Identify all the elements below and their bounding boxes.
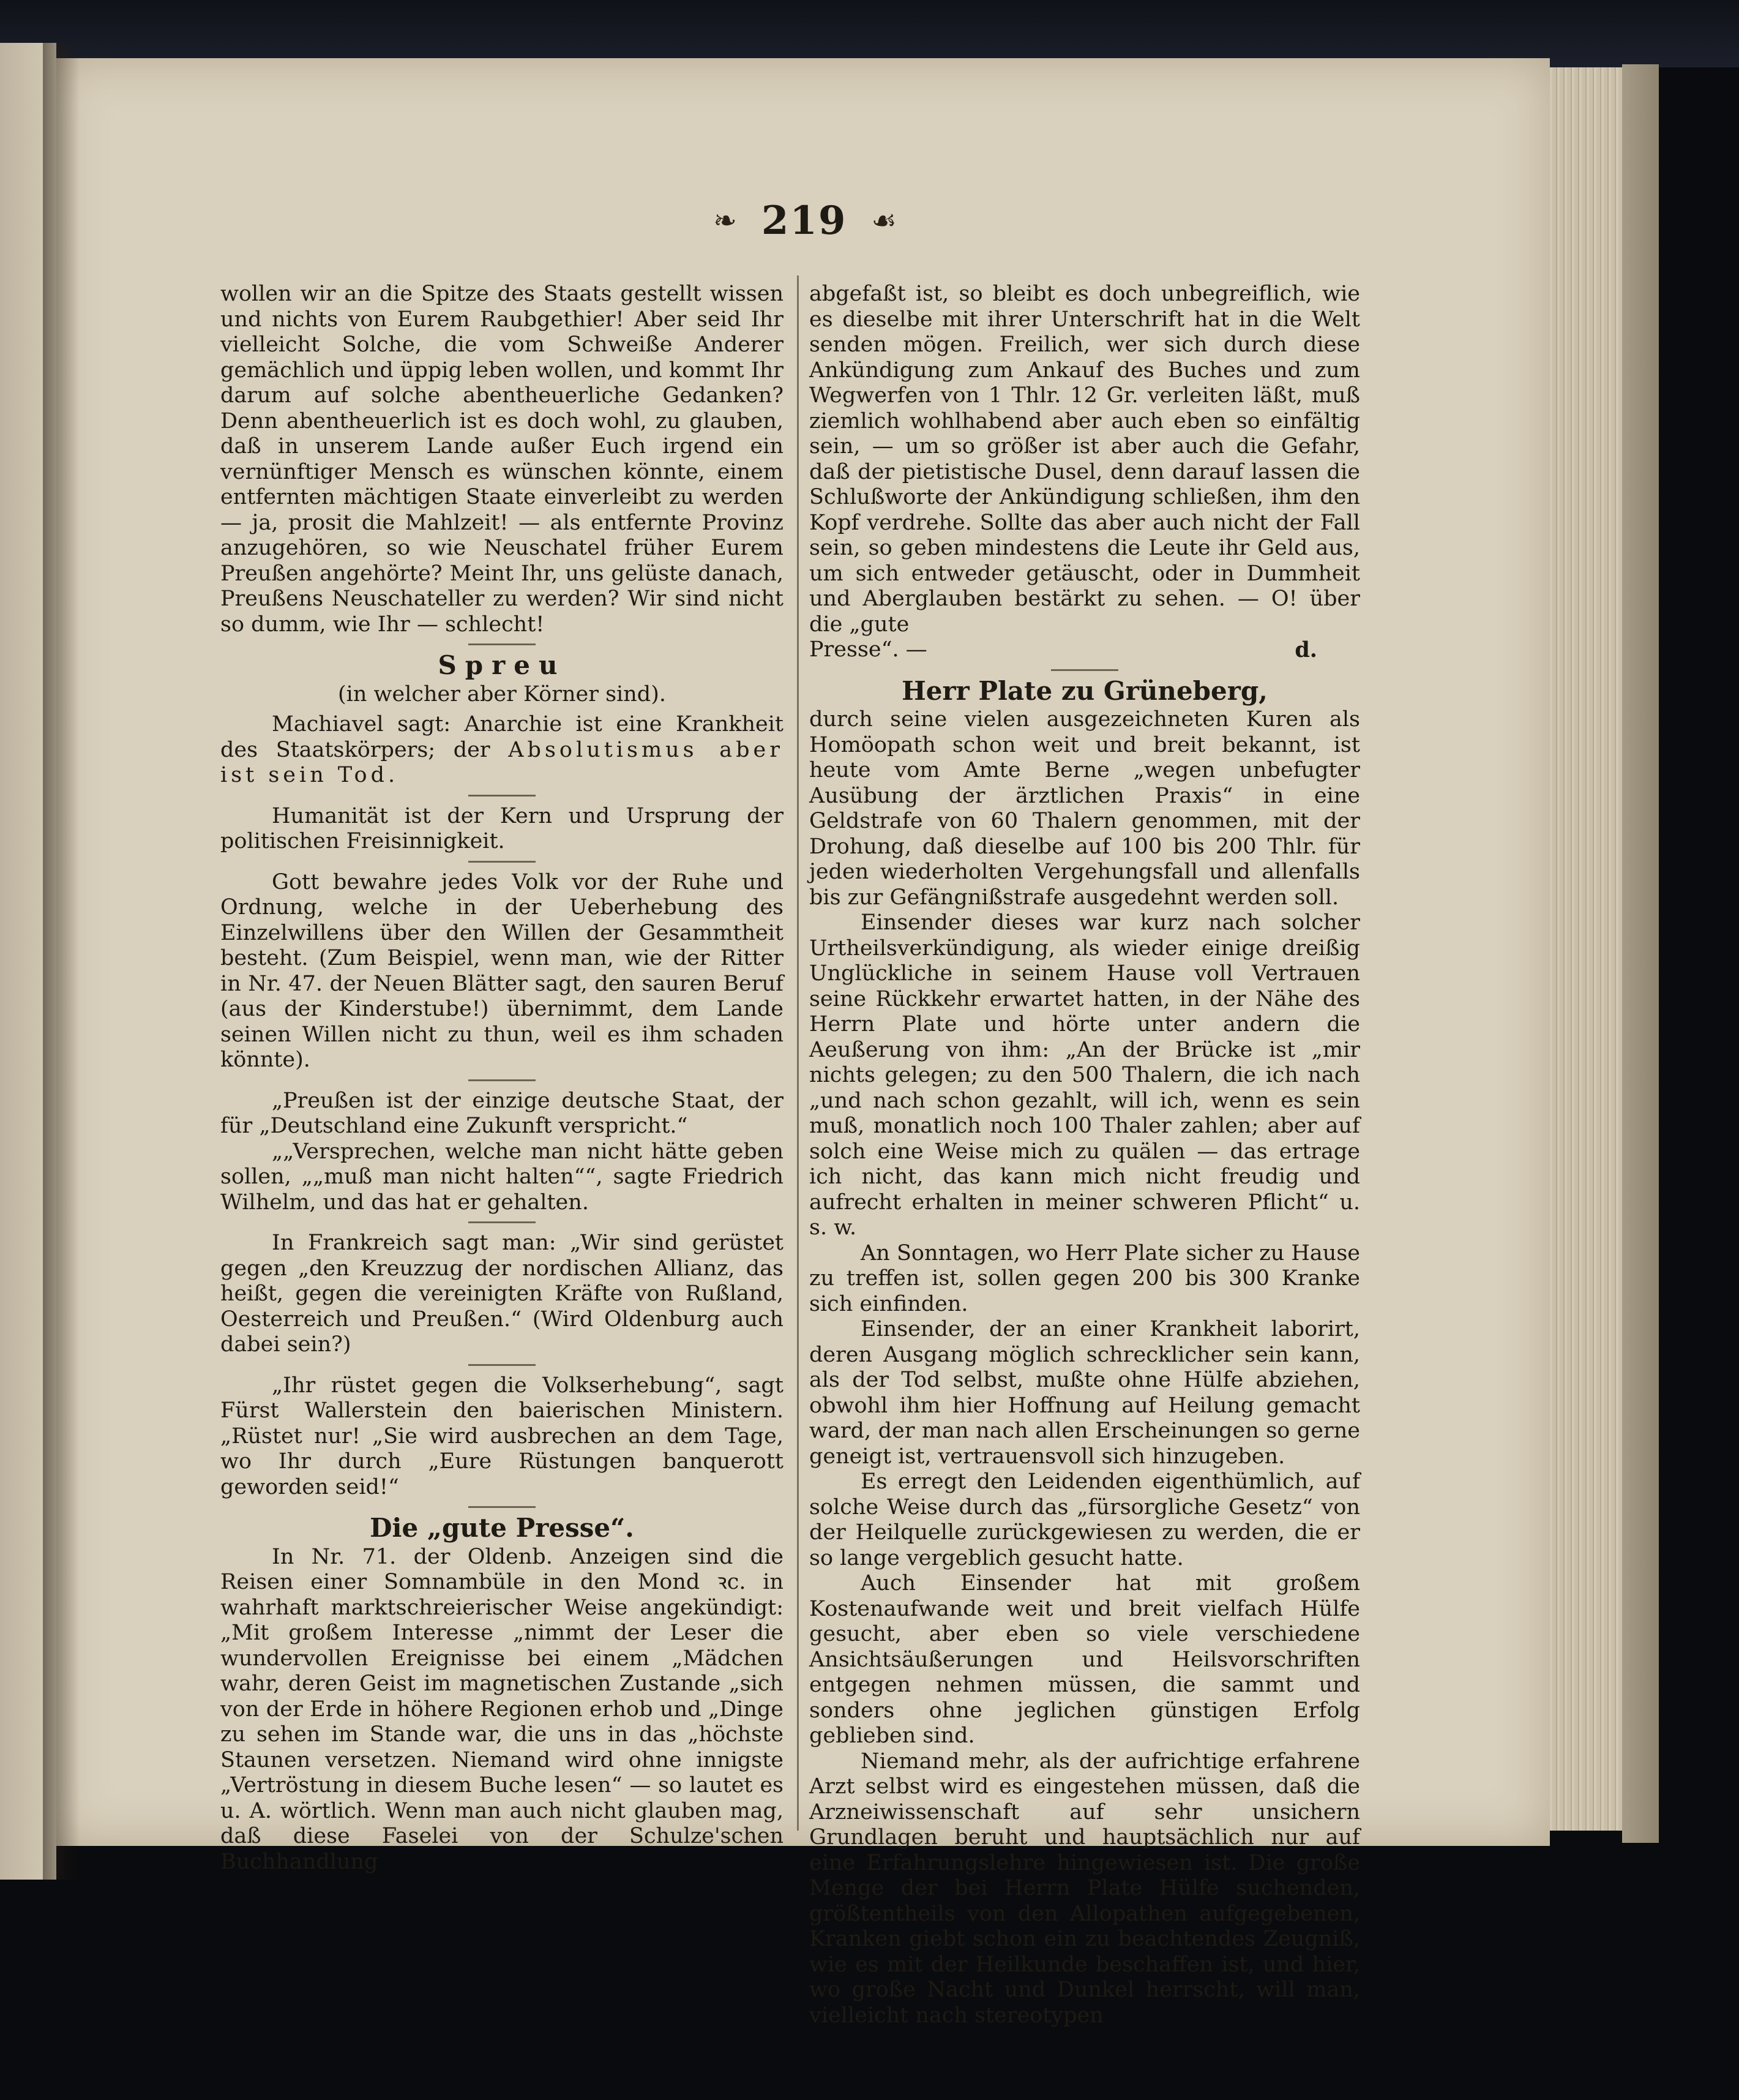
section-title-spreu: Spreu	[438, 650, 566, 680]
author-signature: d.	[1295, 637, 1317, 662]
spreu-item: „Ihr rüstet gegen die Volkserhebung“, sagt Fürst Wallerstein den baierischen Ministern. „Rüstet nur! „Sie wird ausbrechen an dem Tage, wo Ihr durch „Eure Rüstungen banquerott geworden seid!“	[220, 1373, 783, 1499]
spreu-item-emphasis: Absolutismus aber ist sein Tod.	[220, 737, 783, 787]
section-rule	[468, 1506, 536, 1508]
section-subtitle-spreu: (in welcher aber Körner sind).	[338, 681, 666, 707]
book-board	[1622, 64, 1659, 1843]
spreu-item	[220, 712, 783, 789]
item-rule	[468, 861, 536, 863]
article-plate-paragraph: durch seine vielen ausgezeichneten Kuren als Homöopath schon weit und breit bekannt, ist heute vom Amte Berne „wegen unbefugter Ausübung der ärztlichen Praxis“ in eine Geldstrafe von 60 Thalern genommen, mit der Drohung, daß dieselbe auf 100 bis 200 Thlr. für jeden wiederholten Vergehungsfall und allenfalls bis zur Gefängnißstrafe ausgedehnt werden soll.	[809, 707, 1360, 910]
article-plate-paragraph: Einsender, der an einer Krankheit laborirt, deren Ausgang möglich schrecklicher sein kann, als der Tod selbst, mußte ohne Hülfe abziehen, obwohl ihm hier Hoffnung auf Heilung gemacht ward, der man nach allen Erscheinungen so gerne geneigt ist, vertrauensvoll sich hinzugeben.	[809, 1317, 1360, 1469]
article-signoff	[809, 637, 1360, 663]
article-end: Presse“. —	[809, 637, 927, 662]
spreu-item: Humanität ist der Kern und Ursprung der politischen Freisinnigkeit.	[220, 803, 783, 853]
ornament-left-icon: ❧	[713, 204, 737, 237]
article-plate-paragraph: Einsender dieses war kurz nach solcher Urtheilsverkündigung, als wieder einige dreißig Unglückliche in seinem Hause voll Vertrauen seine Rückkehr erwartet hatten, in der Nähe des Herrn Plate und hörte unter andern die Aeußerung von ihm: „An der Brücke ist „mir nichts gelegen; zu den 500 Thalern, die ich nach „und nach schon gezahlt, will ich, wenn es sein muß, monatlich noch 100 Thaler zahlen; aber auf solch eine Weise mich zu quälen — das ertrage ich nicht, das kann mich nicht freudig und aufrecht erhalten in meiner schweren Pflicht“ u. s. w.	[809, 910, 1360, 1240]
article-plate-paragraph: Niemand mehr, als der aufrichtige erfahrene Arzt selbst wird es eingestehen müssen, daß die Arzneiwissenschaft auf sehr unsichern Grundlagen beruht und hauptsächlich nur auf eine Erfahrungslehre hingewiesen ist. Die große Menge der bei Herrn Plate Hülfe suchenden, größtentheils von den Allopathen aufgegebenen, Kranken giebt schon ein zu beachtendes Zeugniß, wie es mit der Heilkunde beschaffen ist, und hier, wo große Nacht und Dunkel herrscht, will man, vielleicht nach stereotypen	[809, 1749, 1360, 2028]
item-rule	[468, 1221, 536, 1223]
section-title-plate: Herr Plate zu Grüneberg,	[902, 675, 1268, 706]
article-continuation: wollen wir an die Spitze des Staats gestellt wissen und nichts von Eurem Raubgethier! Aber seid Ihr vielleicht Solche, die vom Schweiße Anderer gemächlich und üppig leben wollen, und kommt Ihr darum auf solche abentheuerliche Gedanken? Denn abentheuerlich ist es doch wohl, zu glauben, daß in unserem Lande außer Euch irgend ein vernünftiger Mensch es wünschen könnte, einem entfernten mächtigen Staate einverleibt zu werden — ja, prosit die Mahlzeit! — als entfernte Provinz anzugehören, so wie Neuschatel früher Eurem Preußen angehörte? Meint Ihr, uns gelüste danach, Preußens Neuschateller zu werden? Wir sind nicht so dumm, wie Ihr — schlecht!	[220, 282, 783, 637]
gutter-shadow	[43, 43, 80, 1880]
page-header	[673, 184, 937, 257]
item-rule	[468, 1364, 536, 1366]
article-plate-paragraph: Es erregt den Leidenden eigenthümlich, auf solche Weise durch das „fürsorgliche Gesetz“ von der Heilquelle zurückgewiesen zu werden, die er so lange vergeblich gesucht hatte.	[809, 1469, 1360, 1570]
article-plate-paragraph: An Sonntagen, wo Herr Plate sicher zu Hause zu treffen ist, sollen gegen 200 bis 300 Kranke sich einfinden.	[809, 1240, 1360, 1316]
ornament-right-icon: ☙	[871, 204, 897, 237]
page-number: 219	[761, 197, 847, 244]
item-rule	[468, 795, 536, 797]
spreu-item: „„Versprechen, welche man nicht hätte geben sollen, „„muß man nicht halten““, sagte Friedrich Wilhelm, und das hat er gehalten.	[220, 1139, 783, 1215]
right-column	[809, 282, 1360, 2028]
item-rule	[468, 1079, 536, 1081]
book-cover-edge	[0, 0, 1739, 67]
section-rule	[468, 643, 536, 645]
article-gute-presse: In Nr. 71. der Oldenb. Anzeigen sind die Reisen einer Somnambüle in den Mond ꝛc. in wahrhaft marktschreierischer Weise angekündigt: „Mit großem Interesse „nimmt der Leser die wundervollen Ereignisse bei einem „Mädchen wahr, deren Geist im magnetischen Zustande „sich von der Erde in höhere Regionen erhob und „Dinge zu sehen im Stande war, die uns in das „höchste Staunen versetzen. Niemand wird ohne innigste „Vertröstung in diesem Buche lesen“ — so lautet es u. A. wörtlich. Wenn man auch nicht glauben mag, daß diese Faselei von der Schulze'schen Buchhandlung	[220, 1544, 783, 1874]
column-divider	[797, 276, 799, 1831]
spreu-item-lead: Machiavel sagt: Anarchie ist eine Krankheit des Staatskörpers; der	[220, 712, 783, 762]
article-gute-presse-continued: abgefaßt ist, so bleibt es doch unbegreiflich, wie es dieselbe mit ihrer Unterschrift hat in die Welt senden mögen. Freilich, wer sich durch diese Ankündigung zum Ankauf des Buches und zum Wegwerfen von 1 Thlr. 12 Gr. verleiten läßt, muß ziemlich wohlhabend aber auch eben so einfältig sein, — um so größer ist aber auch die Gefahr, daß der pietistische Dusel, denn darauf lassen die Schlußworte der Ankündigung schließen, ihm den Kopf verdrehe. Sollte das aber auch nicht der Fall sein, so geben mindestens die Leute ihr Geld aus, um sich entweder getäuscht, oder in Dummheit und Aberglauben bestärkt zu sehen. — O! über die „gute	[809, 282, 1360, 637]
section-rule	[1051, 669, 1118, 671]
article-plate-paragraph: Auch Einsender hat mit großem Kostenaufwande weit und breit vielfach Hülfe gesucht, aber eben so viele verschiedene Ansichtsäußerungen und Heilsvorschriften entgegen nehmen müssen, die sammt und sonders ohne jeglichen günstigen Erfolg geblieben sind.	[809, 1571, 1360, 1748]
section-title-gute-presse: Die „gute Presse“.	[370, 1513, 634, 1543]
spreu-item: Gott bewahre jedes Volk vor der Ruhe und Ordnung, welche in der Ueberhebung des Einzelwillens über den Willen der Gesammtheit besteht. (Zum Beispiel, wenn man, wie der Ritter in Nr. 47. der Neuen Blätter sagt, den sauren Beruf (aus der Kinderstube!) übernimmt, dem Lande seinen Willen nicht zu thun, weil es ihm schaden könnte).	[220, 869, 783, 1072]
spreu-item: In Frankreich sagt man: „Wir sind gerüstet gegen „den Kreuzzug der nordischen Allianz, das heißt, gegen die vereinigten Kräfte von Rußland, Oesterreich und Preußen.“ (Wird Oldenburg auch dabei sein?)	[220, 1231, 783, 1357]
left-column	[220, 282, 783, 1875]
spreu-item: „Preußen ist der einzige deutsche Staat, der für „Deutschland eine Zukunft verspricht.“	[220, 1088, 783, 1138]
